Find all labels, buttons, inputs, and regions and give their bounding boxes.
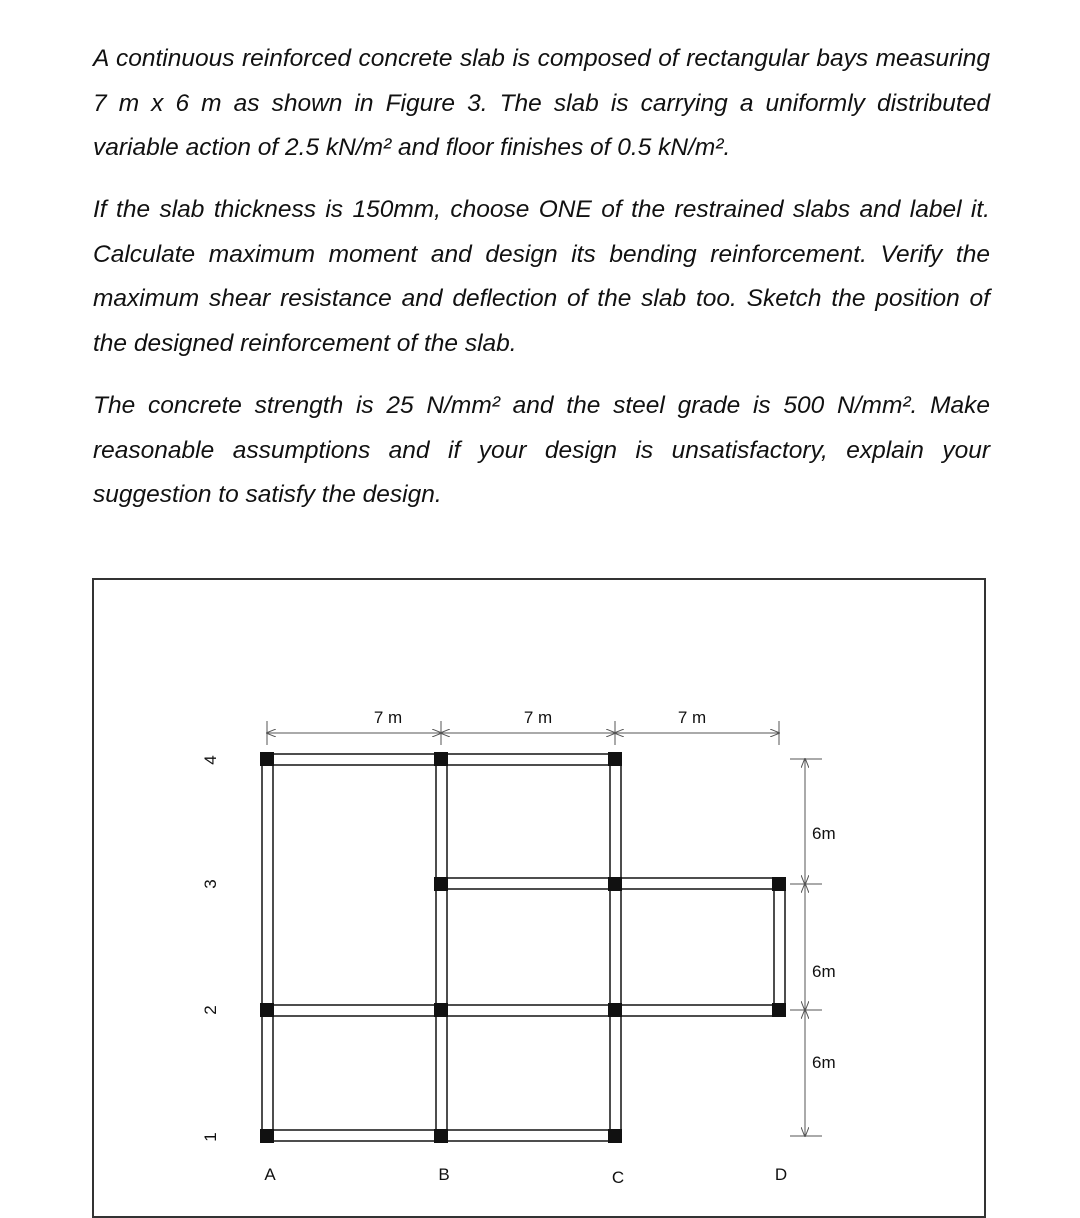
column-a2 <box>260 1003 274 1017</box>
column-b3 <box>434 877 448 891</box>
column-label-d: D <box>774 1165 788 1184</box>
problem-paragraph-3: The concrete strength is 25 N/mm² and the steel grade is 500 N/mm². Make reasonable assumptions and if your design is unsatisfactory, explain your suggestion to satisfy the design. <box>93 392 990 508</box>
beam-line-a-upper <box>262 760 273 1010</box>
span-label-ab: 7 m <box>373 708 403 727</box>
problem-paragraph-1: A continuous reinforced concrete slab is composed of rectangular bays measuring 7 m x 6 m as shown in Figure 3. The slab is carrying a uniformly distributed variable action of 2.5 kN/m² and floor finishes of 0.5 kN/m². <box>93 45 990 161</box>
span-label-bc: 7 m <box>523 708 553 727</box>
column-b4 <box>434 752 448 766</box>
problem-paragraph-2: If the slab thickness is 150mm, choose ONE of the restrained slabs and label it. Calculate maximum moment and design its bending reinforcement. Verify the maximum shear resistance and deflection of the slab too. Sketch the position of the designed reinforcement of the slab. <box>93 196 990 357</box>
beam-line-b <box>436 760 447 1136</box>
row-label-4: 4 <box>201 755 220 765</box>
beam-line-d <box>774 884 785 1010</box>
column-a1 <box>260 1129 274 1143</box>
row-label-2: 2 <box>201 1005 220 1015</box>
column-a4 <box>260 752 274 766</box>
column-label-a: A <box>264 1165 276 1184</box>
column-c1 <box>608 1129 622 1143</box>
bay-label-32: 6m <box>812 962 836 981</box>
beam-row-2 <box>266 1005 780 1016</box>
beam-line-a-lower <box>262 1010 273 1136</box>
column-c4 <box>608 752 622 766</box>
column-c3 <box>608 877 622 891</box>
column-b2 <box>434 1003 448 1017</box>
column-d3 <box>772 877 786 891</box>
bay-label-21: 6m <box>812 1053 836 1072</box>
column-label-c: C <box>611 1168 625 1187</box>
column-d2 <box>772 1003 786 1017</box>
bay-label-43: 6m <box>812 824 836 843</box>
beams <box>262 754 785 1141</box>
column-b1 <box>434 1129 448 1143</box>
row-label-1: 1 <box>201 1132 220 1142</box>
column-c2 <box>608 1003 622 1017</box>
column-label-b: B <box>438 1165 450 1184</box>
beam-line-c <box>610 760 621 1136</box>
span-label-cd: 7 m <box>677 708 707 727</box>
vertical-dimensions <box>790 759 822 1136</box>
columns <box>260 752 786 1143</box>
row-label-3: 3 <box>201 879 220 889</box>
